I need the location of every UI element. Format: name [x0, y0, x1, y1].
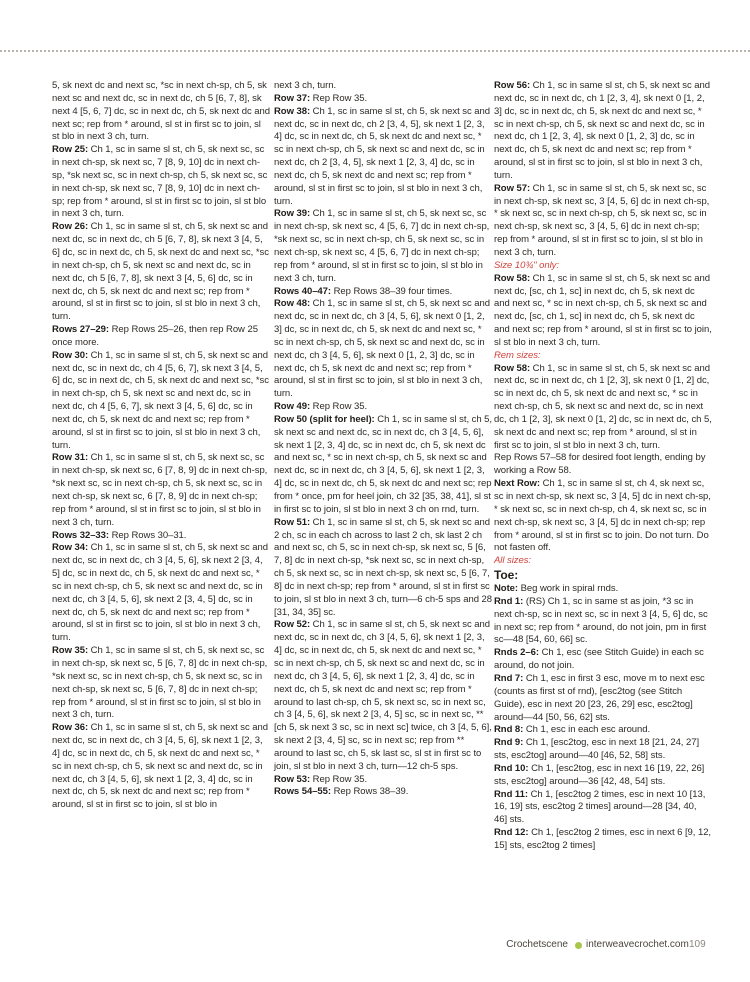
row-text: Rep Row 35.: [312, 401, 368, 413]
row-label: Row 50 (split for heel):: [274, 413, 375, 425]
row-label: Rnds 2–6:: [494, 647, 539, 659]
row-label: Row 58:: [494, 362, 531, 374]
instruction-paragraph: [494, 724, 712, 737]
row-label: Row 52:: [274, 619, 311, 631]
instruction-paragraph: [52, 144, 270, 221]
row-label: Rows 40–47:: [274, 285, 332, 297]
instruction-paragraph: [52, 221, 270, 324]
row-label: Rnd 11:: [494, 788, 528, 800]
row-text: Ch 1, sc in same sl st, ch 5, sk next sc and next dc, sc in next dc, ch 2 [3, 4, 5], sk next 1 [2, 3, 4] dc, sc in next dc, ch 5, sk next dc and next sc, * sc in next ch-sp, ch 5, sk next sc and next dc, sc in next dc, ch 2 [3, 4, 5], sk next 1 [2, 3, 4] dc, sc in next dc, ch 5, sk next dc and next sc; rep from * around, sl st in first sc to join, sl st blo in next 3 ch, turn.: [274, 105, 490, 207]
row-label: Rnd 7:: [494, 672, 524, 684]
row-label: Row 26:: [52, 221, 89, 233]
row-text: Ch 1, sc in same sl st, ch 5, sk next sc and next dc, sc in next dc, ch 3 [4, 5, 6], sk next 2 [3, 4, 5] dc, sc in next dc, ch 5, sk next dc and next sc, * sc in next ch-sp, ch 5, sk next sc and next dc, sc in next dc, ch 3 [4, 5, 6], sk next 2 [3, 4, 5] dc, sc in next dc, ch 5, sk next dc and next sc; rep from * around, sl st in first sc to join, sl st blo in next 3 ch, turn.: [52, 542, 268, 644]
row-label: Row 38:: [274, 105, 311, 117]
row-label: Rnd 8:: [494, 724, 524, 736]
row-text: Ch 1, sc in same sl st, ch 5, sk next sc, sc in next ch-sp, sk next sc, 5 [6, 7, 8] dc in next ch-sp, *sk next sc, sc in next ch-sp, ch 5, sk next sc, sc in next ch-sp, sk next sc, 5 [6, 7, 8] dc in next ch-sp; rep from * around, sl st in first sc to join, sl st blo in next 3 ch, turn.: [52, 645, 268, 721]
row-label: Row 53:: [274, 773, 311, 785]
instruction-paragraph: [274, 774, 492, 787]
size-note: Rem sizes:: [494, 349, 541, 361]
row-label: Row 37:: [274, 92, 311, 104]
row-text: Ch 1, [esc2tog, esc in next 16 [19, 22, 26] sts, esc2tog] around—36 [42, 48, 54] sts.: [494, 762, 705, 787]
row-text: Rep Rows 38–39 four times.: [333, 285, 453, 297]
row-label: Row 39:: [274, 208, 311, 220]
row-text: Rep Rows 30–31.: [111, 529, 187, 541]
instruction-paragraph: [52, 722, 270, 812]
text-column-left: [52, 80, 270, 812]
instruction-paragraph: [274, 619, 492, 773]
row-text: Ch 1, esc in first 3 esc, move m to next esc (counts as first st of rnd), [esc2tog (see Stitch Guide), esc in next 20 [23, 26, 29] esc, esc2tog] around—44 [50, 56, 62] sts.: [494, 672, 705, 723]
row-text: Ch 1, sc in same sl st, ch 5, sk next sc and next dc, sc in next dc, ch 4 [5, 6, 7], sk next 3 [4, 5, 6] dc, sc in next dc, ch 5, sk next dc and next sc, *sc in next ch-sp, ch 5, sk next sc and next dc, sc in next dc, ch 4 [5, 6, 7], sk next 3 [4, 5, 6] dc, sc in next dc, ch 5, sk next dc and next sc; rep from * around, sl st in first sc to join, sl st blo in next 3 ch, turn.: [52, 349, 269, 451]
row-text: Ch 1, sc in same sl st, ch 4, sk next sc, sc in next ch-sp, sk next sc, 3 [4, 5] dc in next ch-sp, * sk next sc, sc in next ch-sp, ch 4, sk next sc, sc in next ch-sp, sk next sc, 3 [4, 5] dc in next ch-sp; rep from * around, sl st in first sc to join. Do not turn. Do not fasten off.: [494, 478, 711, 554]
instruction-paragraph: [52, 452, 270, 529]
row-label: Row 57:: [494, 182, 531, 194]
instruction-paragraph: [52, 80, 270, 144]
row-text: Ch 1, [esc2tog 2 times, esc in next 6 [9, 12, 15] sts, esc2tog 2 times]: [494, 827, 712, 851]
instruction-paragraph: [494, 737, 712, 763]
instruction-paragraph: [274, 286, 492, 299]
instruction-paragraph: [52, 542, 270, 645]
instruction-paragraph: [494, 596, 712, 647]
instruction-paragraph: [494, 363, 712, 453]
row-text: Ch 1, [esc2tog 2 times, esc in next 10 [13, 16, 19] sts, esc2tog 2 times] around—28 [34, 40, 46] sts.: [494, 788, 706, 826]
row-label: Rows 54–55:: [274, 786, 332, 798]
row-label: Row 30:: [52, 349, 89, 361]
instruction-paragraph: [494, 583, 712, 596]
text-column-right: [494, 80, 712, 853]
row-text: Ch 1, sc in same sl st, ch 5, sk next sc and next dc, sc in next dc, ch 3 [4, 5, 6], sk next 1 [2, 3, 4] dc, sc in next dc, ch 5, sk next dc and next sc, * sc in next ch-sp, ch 5, sk next sc and next dc, sc in next dc, ch 3 [4, 5, 6], sk next 1 [2, 3, 4] dc, sc in next dc, ch 5, sk next dc and next sc; rep from * once, pm for heel join, ch 32 [35, 38, 41], sl st in first sc to join, sl st blo in next 3 ch on rnd, turn.: [274, 413, 492, 515]
row-label: Rows 27–29:: [52, 324, 110, 336]
row-label: Note:: [494, 583, 519, 595]
row-label: Row 48:: [274, 298, 311, 310]
row-text: Ch 1, sc in same sl st, ch 5, sk next sc and next dc, sc in next dc, ch 3 [4, 5, 6], sk next 0 [1, 2, 3] dc, sc in next dc, ch 5, sk next dc and next sc, * sc in next ch-sp, ch 5, sk next sc and next dc, sc in next dc, ch 3 [4, 5, 6], sk next 0 [1, 2, 3] dc, sc in next dc, ch 5, sk next dc and next sc; rep from * around, sl st in first sc to join, sl st blo in next 3 ch, turn.: [274, 298, 490, 400]
row-label: Row 51:: [274, 516, 311, 528]
footer-website: interweavecrochet.com: [586, 939, 689, 950]
footer-bullet-dot: [575, 942, 582, 949]
row-label: Rows 32–33:: [52, 529, 110, 541]
row-text: Ch 1, sc in same sl st, ch 5, sk next sc, sc in next ch-sp, sk next sc, 4 [5, 6, 7] dc in next ch-sp, *sk next sc, sc in next ch-sp, ch 5, sk next sc, sc in next ch-sp, sk next sc, 4 [5, 6, 7] dc in next ch-sp; rep from * around, sl st in first sc to join, sl st blo in next 3 ch, turn.: [274, 208, 490, 284]
row-label: Row 56:: [494, 80, 531, 91]
instruction-paragraph: [274, 208, 492, 285]
row-text: Ch 1, esc (see Stitch Guide) in each sc around, do not join.: [494, 647, 704, 672]
instruction-paragraph: [494, 478, 712, 555]
instruction-paragraph: [274, 414, 492, 517]
row-text: Ch 1, sc in same sl st, ch 5, sk next sc and next dc, sc in next dc, ch 1 [2, 3], sk next 0 [1, 2] dc, sc in next dc, ch 5, sk next dc and next sc, * sc in next ch-sp, ch 5, sk next sc and next dc, sc in next dc, ch 1 [2, 3], sk next 0 [1, 2] dc, sc in next dc, ch 5, sk next dc and next sc; rep from * around, sl st in first sc to join, sl st blo in next 3 ch, turn.: [494, 362, 712, 451]
row-text: Rep Row 35.: [312, 92, 368, 104]
instruction-paragraph: [274, 80, 492, 93]
row-label: Row 58:: [494, 272, 531, 284]
instruction-paragraph: [274, 298, 492, 401]
size-note: All sizes:: [494, 555, 531, 567]
row-label: Row 36:: [52, 722, 89, 734]
row-text: Ch 1, sc in same sl st, ch 5, sk next sc, sc in next ch-sp, sk next sc, 7 [8, 9, 10] dc in next ch-sp, *sk next sc, sc in next ch-sp, ch 5, sk next sc, sc in next ch-sp, sk next sc, 7 [8, 9, 10] dc in next ch-sp; rep from * around, sl st in first sc to join, sl st blo in next 3 ch, turn.: [52, 144, 268, 220]
instruction-paragraph: [52, 530, 270, 543]
row-text: Rep Row 35.: [312, 773, 368, 785]
page-number: 109: [689, 939, 706, 950]
instruction-paragraph: [52, 324, 270, 350]
row-text: 5, sk next dc and next sc, *sc in next ch-sp, ch 5, sk next sc and next dc, sc in next dc, ch 5 [6, 7, 8], sk next 4 [5, 6, 7] dc, sc in next dc, ch 5, sk next dc and next sc; rep from * around, sl st in first sc to join, sl st blo in next 3 ch, turn.: [52, 80, 270, 143]
instruction-paragraph: [274, 786, 492, 799]
instruction-paragraph: [494, 80, 712, 183]
row-text: Ch 1, sc in same sl st, ch 5, sk next sc, sc in next ch-sp, sk next sc, 3 [4, 5, 6] dc in next ch-sp, * sk next sc, sc in next ch-sp, ch 5, sk next sc, sc in next ch-sp, sk next sc, 3 [4, 5, 6] dc in next ch-sp; rep from * around, sl st in first sc to join, sl st blo in next 3 ch, turn.: [494, 182, 710, 258]
row-text: Rep Rows 25–26, then rep Row 25 once more.: [52, 324, 258, 348]
instruction-paragraph: [274, 517, 492, 620]
row-text: Ch 1, sc in same sl st, ch 5, sk next sc, sc in next ch-sp, sk next sc, 6 [7, 8, 9] dc in next ch-sp, *sk next sc, sc in next ch-sp, ch 5, sk next sc, sc in next ch-sp, sk next sc, 6 [7, 8, 9] dc in next ch-sp; rep from * around, sl st in first sc to join, sl st blo in next 3 ch, turn.: [52, 452, 268, 528]
page-footer: [0, 939, 750, 953]
row-label: Row 34:: [52, 542, 89, 554]
row-label: Next Row:: [494, 478, 540, 490]
instruction-paragraph: [52, 350, 270, 453]
row-text: next 3 ch, turn.: [274, 80, 337, 91]
row-text: Ch 1, sc in same sl st, ch 5, sk next sc and next dc, [sc, ch 1, sc] in next dc, ch 5, sk next dc and next sc, * sc in next ch-sp, ch 5, sk next sc and next dc, [sc, ch 1, sc] in next dc, ch 5, sk next dc and next sc; rep from * around, sl st in first sc to join, sl st blo in next 3 ch, turn.: [494, 272, 712, 348]
row-text: Ch 1, esc in each esc around.: [525, 724, 651, 736]
instruction-paragraph: [52, 645, 270, 722]
row-text: Ch 1, sc in same sl st, ch 5, sk next sc and 2 ch, sc in each ch across to last 2 ch, sk last 2 ch and next sc, ch 5, sc in next ch-sp, sk next sc, 5 [6, 7, 8] dc in next ch-sp, *sk next sc, sc in next ch-sp, ch 5, sk next sc, sc in next ch-sp, sk next sc, 5 [6, 7, 8] dc in next ch-sp; rep from * around, sl st in first sc to join, sl st blo in next 3 ch, turn—6 ch-5 sps and 28 [31, 34, 35] sc.: [274, 516, 492, 618]
row-label: Rnd 1:: [494, 595, 524, 607]
row-text: Ch 1, [esc2tog, esc in next 18 [21, 24, 27] sts, esc2tog] around—40 [46, 52, 58] sts.: [494, 737, 700, 762]
row-text: Ch 1, sc in same sl st, ch 5, sk next sc and next dc, sc in next dc, ch 3 [4, 5, 6], sk next 1 [2, 3, 4] dc, sc in next dc, ch 5, sk next dc and next sc, * sc in next ch-sp, ch 5, sk next sc and next dc, sc in next dc, ch 3 [4, 5, 6], sk next 1 [2, 3, 4] dc, sc in next dc, ch 5, sk next dc and next sc; rep from * around to last ch-sp, ch 5, sk next sc, sc in next sc, ch 3 [4, 5, 6], sk next 2 [3, 4, 5] sc, sc in next sc, **[ch 5, sk next 3 sc, sc in next sc] twice, ch 3 [4, 5, 6], sk next 2 [3, 4, 5] sc, sc in next sc; rep from ** around to last sc, ch 5, sk last sc, sl st in first sc to join, sl st blo in next 3 ch, turn—12 ch-5 sps.: [274, 619, 492, 772]
instruction-paragraph: [494, 673, 712, 724]
row-text: Beg work in spiral rnds.: [520, 583, 619, 595]
instruction-paragraph: [274, 106, 492, 209]
row-text: Rep Rows 57–58 for desired foot length, ending by working a Row 58.: [494, 452, 706, 477]
instruction-paragraph: [274, 401, 492, 414]
section-heading: Toe:: [494, 568, 519, 583]
instruction-paragraph: [274, 93, 492, 106]
row-label: Rnd 9:: [494, 737, 524, 749]
text-column-middle: [274, 80, 492, 799]
row-label: Row 35:: [52, 645, 89, 657]
instruction-paragraph: [494, 183, 712, 260]
top-dotted-rule: [0, 50, 750, 52]
instruction-paragraph: [494, 763, 712, 789]
row-text: Ch 1, sc in same sl st, ch 5, sk next sc and next dc, sc in next dc, ch 5 [6, 7, 8], sk next 3 [4, 5, 6] dc, sc in next dc, ch 5, sk next dc and next sc, *sc in next ch-sp, ch 5, sk next sc and next dc, sc in next dc, ch 5 [6, 7, 8], sk next 3 [4, 5, 6] dc, sc in next dc, ch 5, sk next dc and next sc; rep from * around, sl st in first sc to join, sl st blo in next 3 ch, turn.: [52, 221, 269, 323]
row-label: Rnd 10:: [494, 762, 529, 774]
row-label: Row 49:: [274, 401, 311, 413]
row-text: Ch 1, sc in same sl st, ch 5, sk next sc and next dc, sc in next dc, ch 1 [2, 3, 4], sk next 0 [1, 2, 3] dc, sc in next dc, ch 5, sk next dc and next sc, * sc in next ch-sp, ch 5, sk next sc and next dc, sc in next dc, ch 1 [2, 3, 4], sk next 0 [1, 2, 3] dc, sc in next dc, ch 5, sk next dc and next sc; rep from * around, sl st in first sc to join, sl st blo in next 3 ch, turn.: [494, 80, 710, 181]
instruction-paragraph: [494, 789, 712, 828]
size-note: Size 10¾" only:: [494, 259, 559, 271]
footer-brand: Crochetscene: [506, 939, 568, 950]
row-label: Row 25:: [52, 144, 89, 156]
row-label: Row 31:: [52, 452, 89, 464]
row-text: Rep Rows 38–39.: [333, 786, 409, 798]
row-text: (RS) Ch 1, sc in same st as join, *3 sc in next ch-sp, sc in next sc, sc in next 3 [4, 5, 6] dc, sc in next sc; rep from * around, do not join, pm in first sc—48 [54, 60, 66] sc.: [494, 595, 708, 646]
row-label: Rnd 12:: [494, 827, 529, 839]
instruction-paragraph: [494, 647, 712, 673]
instruction-paragraph: [494, 452, 712, 478]
instruction-paragraph: [494, 273, 712, 350]
row-text: Ch 1, sc in same sl st, ch 5, sk next sc and next dc, sc in next dc, ch 3 [4, 5, 6], sk next 1 [2, 3, 4] dc, sc in next dc, ch 5, sk next dc and next sc, * sc in next ch-sp, ch 5, sk next sc and next dc, sc in next dc, ch 3 [4, 5, 6], sk next 1 [2, 3, 4] dc, sc in next dc, ch 5, sk next dc and next sc; rep from * around, sl st in first sc to join, sl st blo in: [52, 722, 268, 811]
instruction-paragraph: [494, 827, 712, 853]
